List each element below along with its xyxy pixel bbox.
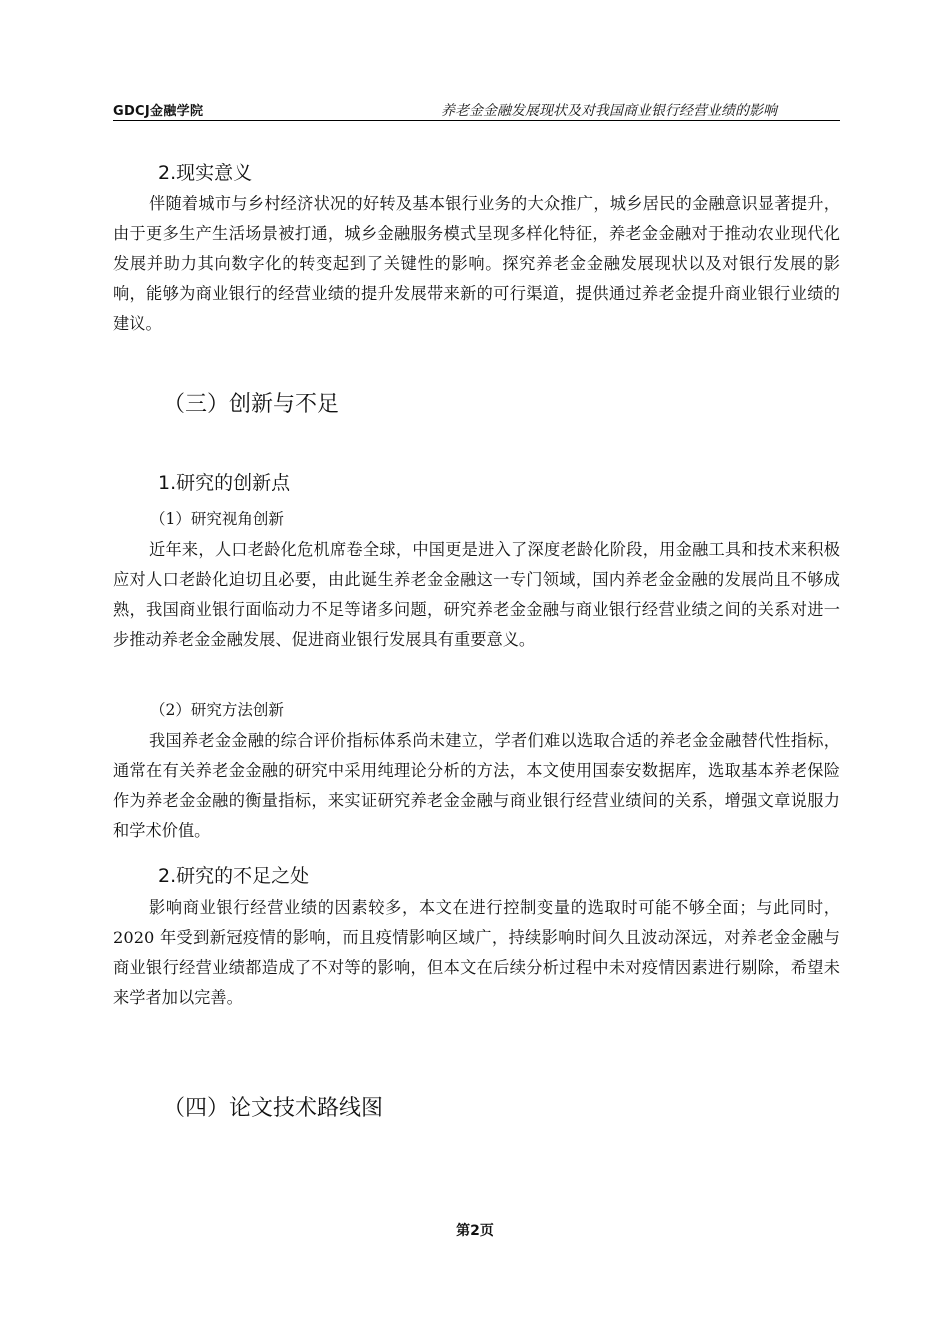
method-innovation-subtitle: （2）研究方法创新 [150,701,284,719]
method-innovation-paragraph: 我国养老金金融的综合评价指标体系尚未建立，学者们难以选取合适的养老金金融替代性指标，通常在有关养老金金融的研究中采用纯理论分析的方法，本文使用国泰安数据库，选取基本养老保险作为养老金金融的衡量指标，来实证研究养老金金融与商业银行经营业绩间的关系，增强文章说服力和学术价值。 [113,731,840,840]
technical-roadmap-heading: （四）论文技术路线图 [163,1096,384,1121]
page-header-title: 养老金金融发展现状及对我国商业银行经营业绩的影响 [441,103,777,119]
shortcomings-paragraph: 影响商业银行经营业绩的因素较多，本文在进行控制变量的选取时可能不够全面；与此同时，2020 年受到新冠疫情的影响，而且疫情影响区域广，持续影响时间久且波动深远，对养老金金融与商业银行经营业绩都造成了不对等的影响，但本文在后续分析过程中未对疫情因素进行剔除，希望未来学者加以完善。 [113,898,840,1007]
page-number: 第2页 [456,1223,494,1239]
perspective-innovation-paragraph: 近年来，人口老龄化危机席卷全球，中国更是进入了深度老龄化阶段，用金融工具和技术来积极应对人口老龄化迫切且必要，由此诞生养老金金融这一专门领域，国内养老金金融的发展尚且不够成熟，我国商业银行面临动力不足等诸多问题，研究养老金金融与商业银行经营业绩之间的关系对进一步推动养老金金融发展、促进商业银行发展具有重要意义。 [113,540,840,649]
innovation-section-heading: （三）创新与不足 [163,392,340,417]
shortcomings-title: 2.研究的不足之处 [158,865,310,887]
innovation-points-title: 1.研究的创新点 [158,472,291,494]
page-header-left: GDCJ金融学院 [113,104,204,119]
practical-significance-paragraph: 伴随着城市与乡村经济状况的好转及基本银行业务的大众推广，城乡居民的金融意识显著提升，由于更多生产生活场景被打通，城乡金融服务模式呈现多样化特征，养老金金融对于推动农业现代化发展并助力其向数字化的转变起到了关键性的影响。探究养老金金融发展现状以及对银行发展的影响，能够为商业银行的经营业绩的提升发展带来新的可行渠道，提供通过养老金提升商业银行业绩的建议。 [113,194,840,333]
header-divider [113,120,840,121]
perspective-innovation-subtitle: （1）研究视角创新 [150,510,284,528]
practical-significance-title: 2.现实意义 [158,162,253,184]
